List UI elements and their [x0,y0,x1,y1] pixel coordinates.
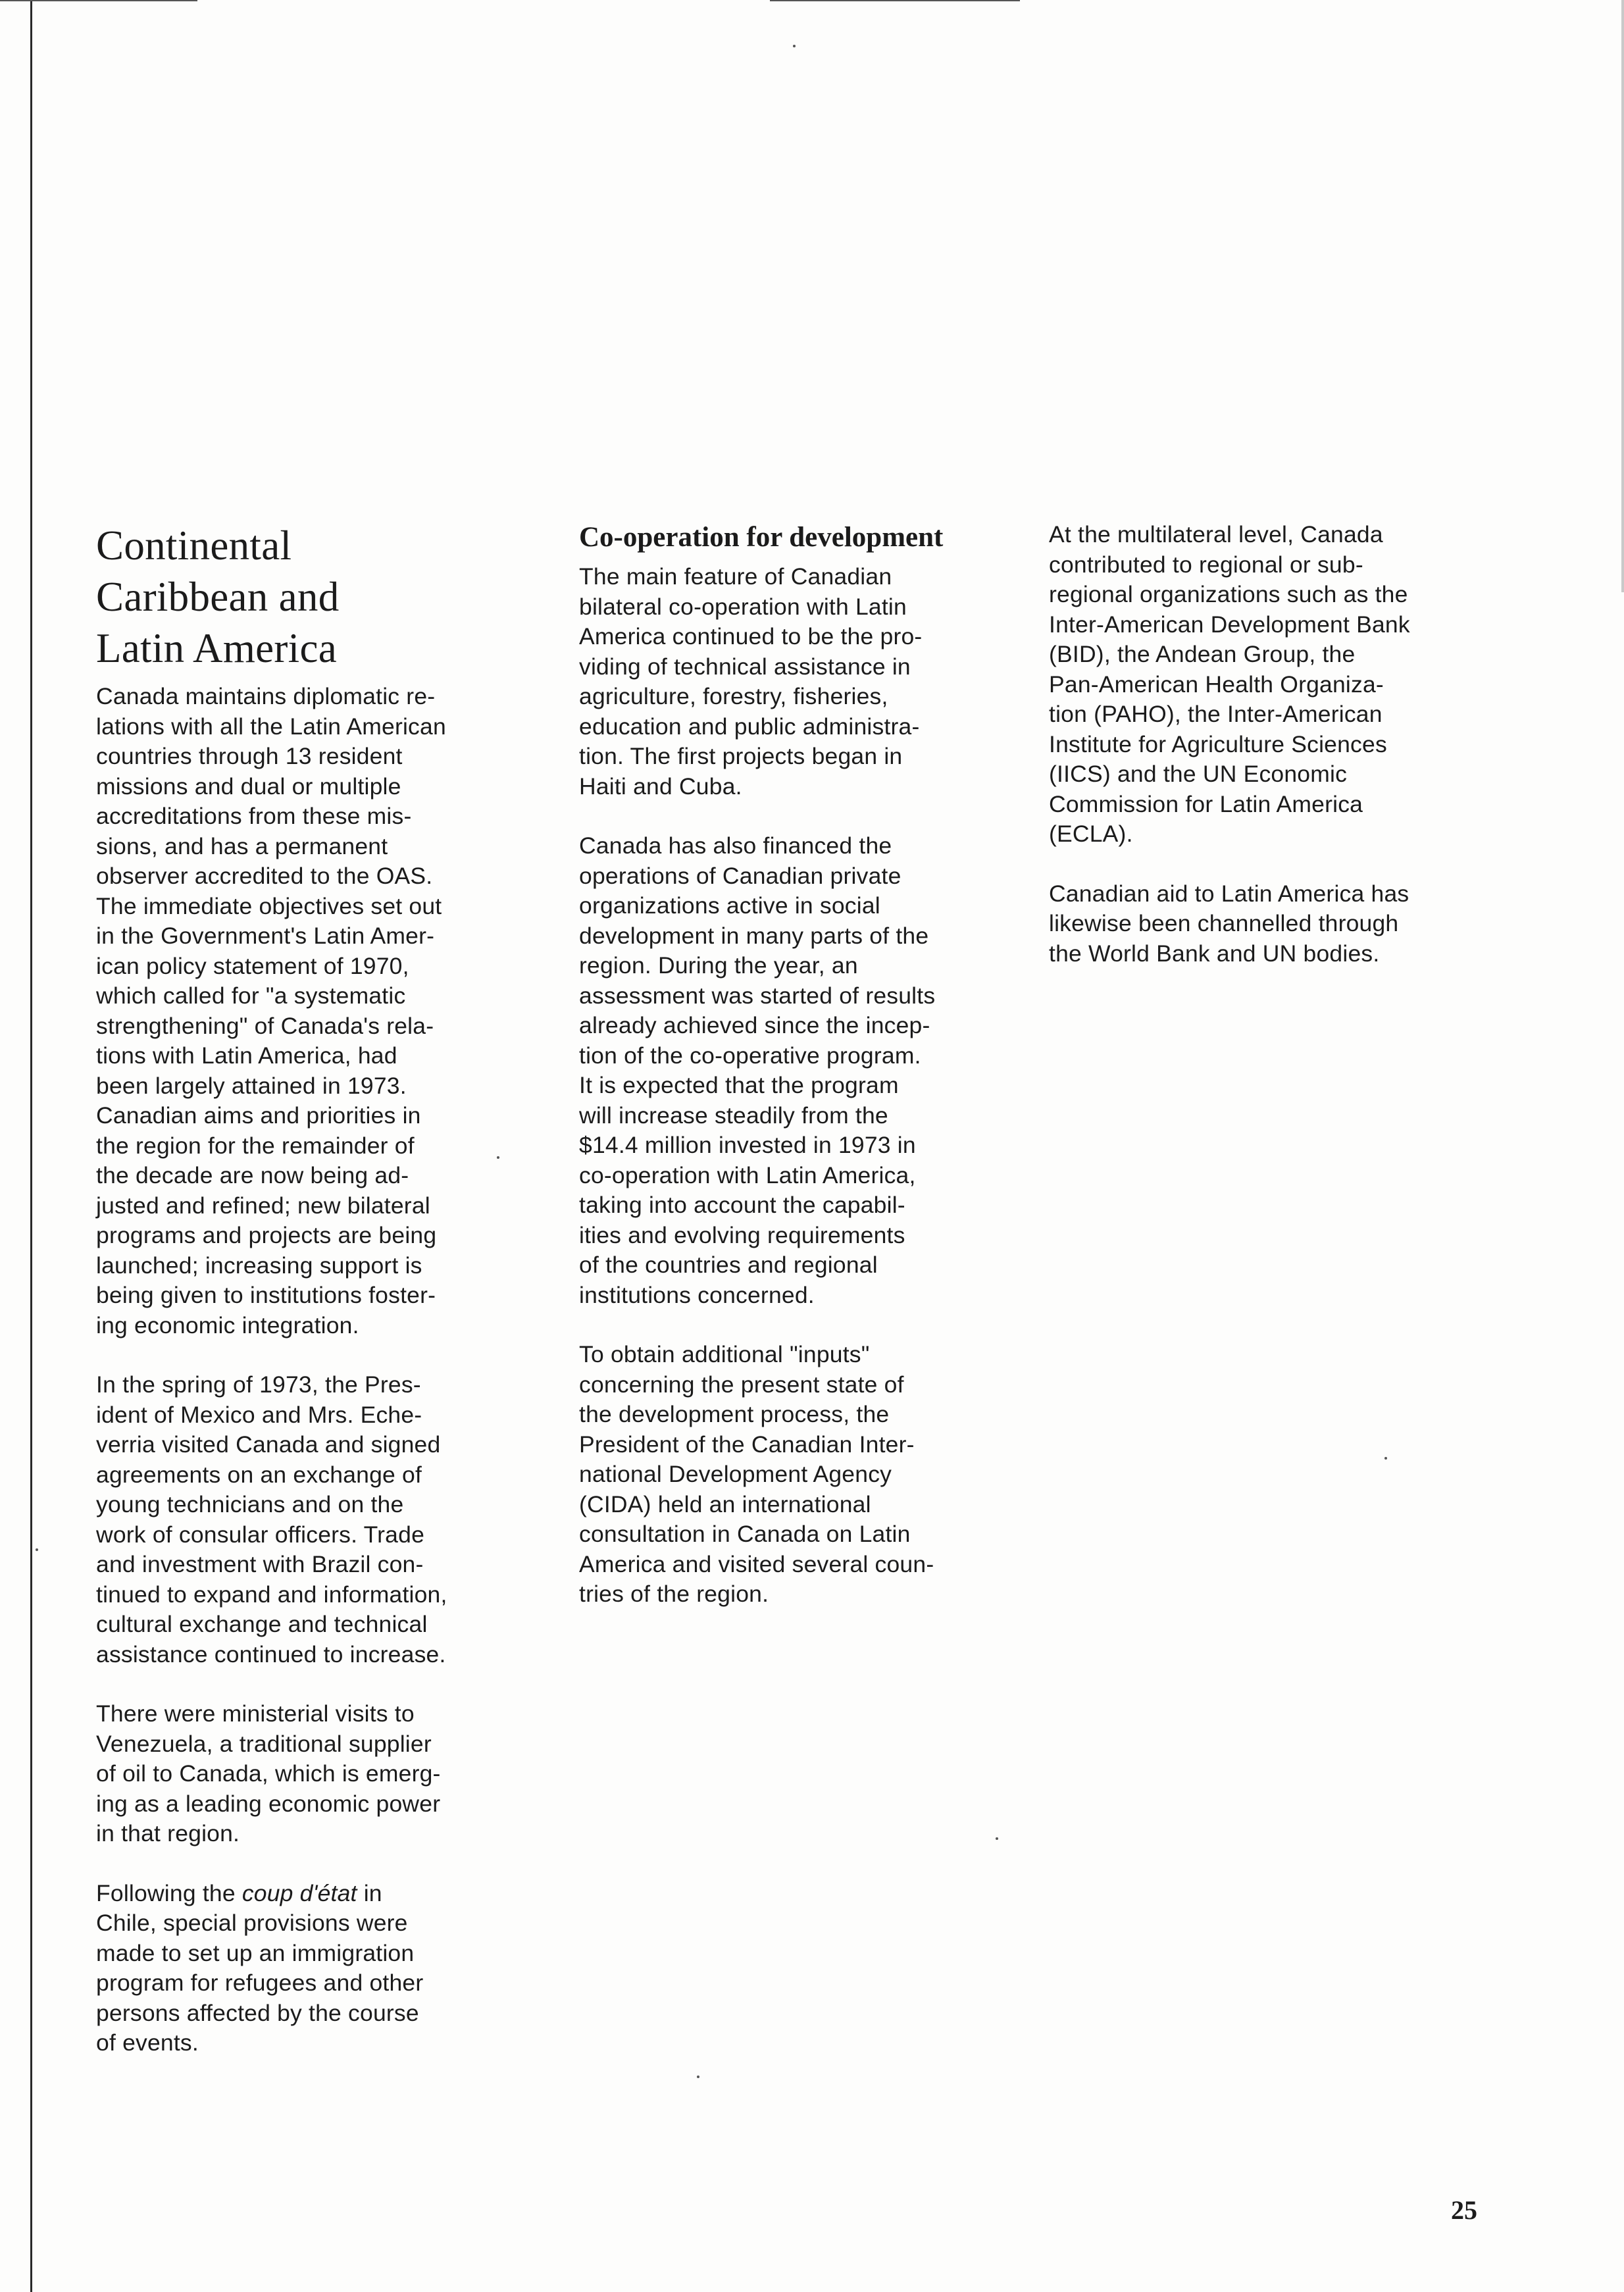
scan-speck [36,1548,38,1551]
paragraph-multilateral: At the multilateral level, Canada contributed to regional or sub- regional organizations such as the Inter-American Development Bank (BID), the Andean Group, the Pan-American Health Organiza- tion (PAHO), the Inter-American Institute for Agriculture Sciences (IICS) and the UN Economic Commission for Latin America (ECLA). [1049,521,1410,847]
paragraph-chile [96,1879,530,2058]
chile-text-after: in Chile, special provisions were made to set up an immigration program for refugees and other persons affected by the course of events. [96,1879,424,2056]
left-column [96,520,530,2088]
chile-text-before: Following the [96,1879,242,1906]
scan-speck [1384,1457,1387,1460]
scan-speck [793,45,796,47]
paragraph-technical-assistance: The main feature of Canadian bilateral co-operation with Latin America continued to be the pro- viding of technical assistance in agriculture, forestry, fisheries, education and public administra- tion. The first projects began in Haiti and Cuba. [579,563,923,800]
paragraph-world-bank: Canadian aid to Latin America has likewise been channelled through the World Bank and UN bodies. [1049,880,1409,967]
section-heading: Continental Caribbean and Latin America [96,522,340,671]
right-edge-shadow [1621,0,1624,592]
scan-speck [697,2076,699,2078]
paragraph-mexico-visit: In the spring of 1973, the Pres- ident of Mexico and Mrs. Eche- verria visited Canada and signed agreements on an exchange of young technicians and on the work of consular officers. Trade and investment with Brazil con- tinued to expand and information, cultural exchange and technical assistance continued to increase. [96,1371,447,1668]
paragraph-cida-consultation: To obtain additional "inputs" concerning the present state of the development process, the President of the Canadian Inter- national Development Agency (CIDA) held an international consultation in Canada on Latin America and visited several coun- tries of the region. [579,1341,934,1607]
paragraph-diplomatic-relations: Canada maintains diplomatic re- lations with all the Latin American countries through 13 resident missions and dual or multiple accreditations from these mis- sions, and has a permanent observer accredited to the OAS. The immediate objectives set out in the Government's Latin Amer- ican policy statement of 1970, which called for "a systematic strengthening" of Canada's rela- tions with Latin America, had been largely attained in 1973. Canadian aims and priorities in the region for the remainder of the decade are now being ad- justed and refined; new bilateral programs and projects are being launched; increasing support is being given to institutions foster- ing economic integration. [96,683,446,1338]
top-edge-rule [770,0,1020,1]
page-number: 25 [1451,2195,1477,2225]
top-edge-rule [0,0,197,1]
middle-column [579,520,1013,1639]
right-column [1049,520,1483,998]
chile-italic-term: coup d'état [241,1879,357,1906]
paragraph-private-organizations: Canada has also financed the operations of Canadian private organizations active in social development in many parts of the region. During the year, an assessment was started of results already achieved since the incep- tion of the co-operative program. It is expected that the program will increase steadily from the $14.4 million invested in 1973 in co-operation with Latin America, taking into account the capabil- ities and evolving requirements of the countries and regional institutions concerned. [579,832,936,1308]
scan-speck [497,1156,499,1159]
paragraph-venezuela: There were ministerial visits to Venezuela, a traditional supplier of oil to Canada, which is emerg- ing as a leading economic power in that region. [96,1700,441,1846]
binding-edge-rule [30,0,32,2292]
scan-speck [996,1837,998,1840]
subheading-cooperation: Co-operation for development [579,522,944,553]
